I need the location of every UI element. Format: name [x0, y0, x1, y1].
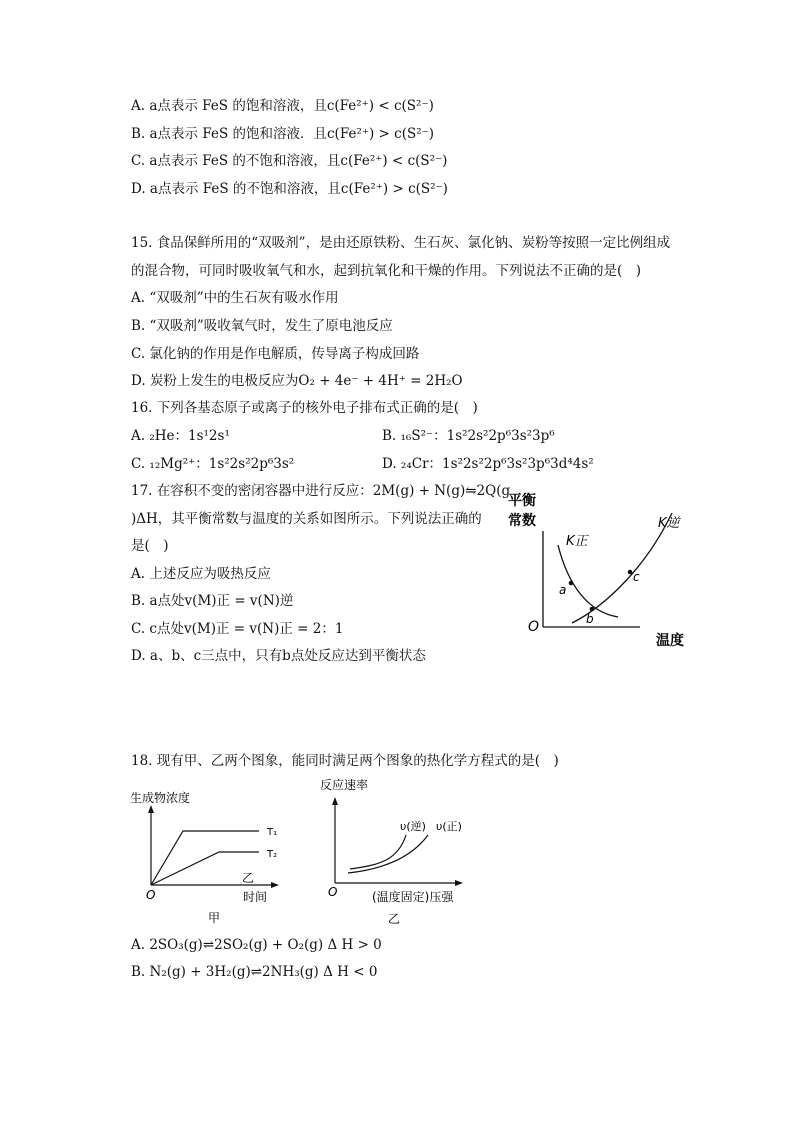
q18-yi-ylabel: 反应速率	[320, 778, 369, 792]
q18-graph-yi	[310, 775, 480, 930]
q15-option-d: D. 炭粉上发生的电极反应为O₂ + 4e⁻ + 4H⁺ = 2H₂O	[131, 373, 463, 389]
q18-jia-ylabel: 生成物浓度	[130, 791, 191, 805]
q18-jia-xlabel: 时间	[243, 890, 268, 904]
q17-stem-line2: )ΔH，其平衡常数与温度的关系如图所示。下列说法正确的	[131, 511, 482, 527]
q15-option-c: C. 氯化钠的作用是作电解质，传导离子构成回路	[131, 346, 420, 362]
q15-stem-line1: 15. 食品保鲜所用的“双吸剂”，是由还原铁粉、生石灰、氯化钠、炭粉等按照一定比例组成	[131, 235, 671, 251]
q16-option-b: B. ₁₆S²⁻：1s²2s²2p⁶3s²3p⁶	[382, 428, 555, 444]
q18-option-a: A. 2SO₃(g)⇌2SO₂(g) + O₂(g) Δ H > 0	[131, 937, 382, 953]
q17-stem-line1: 17. 在容积不变的密闭容器中进行反应：2M(g) + N(g)⇋2Q(g	[131, 483, 511, 499]
q17-option-c: C. c点处v(M)正 = v(N)正 = 2：1	[131, 621, 344, 637]
q17-k-reverse-curve	[572, 513, 672, 623]
q17-equilibrium-graph	[500, 485, 700, 655]
q16-option-c: C. ₁₂Mg²⁺：1s²2s²2p⁶3s²	[131, 456, 295, 472]
q18-graph-jia	[126, 785, 296, 930]
q17-graph-xlabel: 温度	[656, 633, 684, 649]
q16-option-a: A. ₂He：1s¹2s¹	[131, 428, 230, 444]
q18-yi-xlabel: (温度固定)压强	[372, 890, 454, 904]
q17-graph-ylabel-1: 平衡	[508, 493, 536, 509]
q18-yi-v-reverse-curve	[350, 835, 406, 869]
q17-graph-ylabel-2: 常数	[508, 513, 536, 529]
q18-yi-v-forward-label: υ(正)	[436, 820, 462, 833]
q14-option-b: B. a点表示 FeS 的饱和溶液．且c(Fe²⁺) > c(S²⁻)	[131, 126, 435, 142]
q17-point-a-label: a	[559, 583, 567, 597]
q18-option-b: B. N₂(g) + 3H₂(g)⇌2NH₃(g) Δ H < 0	[131, 964, 378, 980]
q15-option-b: B. “双吸剂”吸收氧气时，发生了原电池反应	[131, 318, 393, 334]
q17-k-forward-curve	[558, 545, 618, 617]
q18-jia-caption: 甲	[208, 911, 221, 925]
q15-option-a: A. “双吸剂”中的生石灰有吸水作用	[131, 290, 339, 306]
q17-point-c	[628, 570, 633, 575]
q18-jia-x-arrow	[271, 882, 279, 888]
q18-jia-y-arrow	[148, 805, 154, 813]
q17-point-a	[569, 581, 574, 586]
q17-option-a: A. 上述反应为吸热反应	[131, 566, 271, 582]
q17-point-b	[590, 607, 595, 612]
q18-stem: 18. 现有甲、乙两个图象，能同时满足两个图象的热化学方程式的是( )	[131, 753, 559, 769]
q16-stem: 16. 下列各基态原子或离子的核外电子排布式正确的是( )	[131, 400, 478, 416]
q18-jia-t1-label: T₁	[267, 827, 278, 838]
q14-option-a: A. a点表示 FeS 的饱和溶液，且c(Fe²⁺) < c(S²⁻)	[131, 98, 434, 114]
q17-k-forward-label: K正	[566, 534, 588, 549]
q17-stem-line3: 是( )	[131, 538, 169, 554]
q17-graph-origin: O	[528, 619, 540, 635]
q17-k-reverse-label: K逆	[658, 516, 680, 531]
q18-yi-v-reverse-label: υ(逆)	[400, 820, 426, 833]
q18-jia-t2-label: T₂	[267, 849, 278, 860]
q17-option-b: B. a点处v(M)正 = v(N)逆	[131, 593, 294, 609]
q18-yi-x-arrow	[455, 880, 463, 886]
q15-stem-line2: 的混合物，可同时吸收氧气和水，起到抗氧化和干燥的作用。下列说法不正确的是( )	[131, 263, 642, 279]
q16-option-d: D. ₂₄Cr：1s²2s²2p⁶3s²3p⁶3d⁴4s²	[382, 456, 594, 472]
q17-point-c-label: c	[633, 570, 640, 584]
q18-yi-origin: O	[328, 885, 338, 899]
q14-option-c: C. a点表示 FeS 的不饱和溶液，且c(Fe²⁺) < c(S²⁻)	[131, 153, 448, 169]
q18-jia-origin: O	[146, 888, 156, 902]
q14-option-d: D. a点表示 FeS 的不饱和溶液，且c(Fe²⁺) > c(S²⁻)	[131, 181, 448, 197]
q17-option-d: D. a、b、c三点中，只有b点处反应达到平衡状态	[131, 648, 426, 664]
q18-yi-y-arrow	[332, 797, 338, 805]
q17-point-b-label: b	[586, 612, 594, 626]
q18-yi-caption: 乙	[388, 912, 401, 926]
q18-jia-inner-label: 乙	[242, 871, 255, 885]
